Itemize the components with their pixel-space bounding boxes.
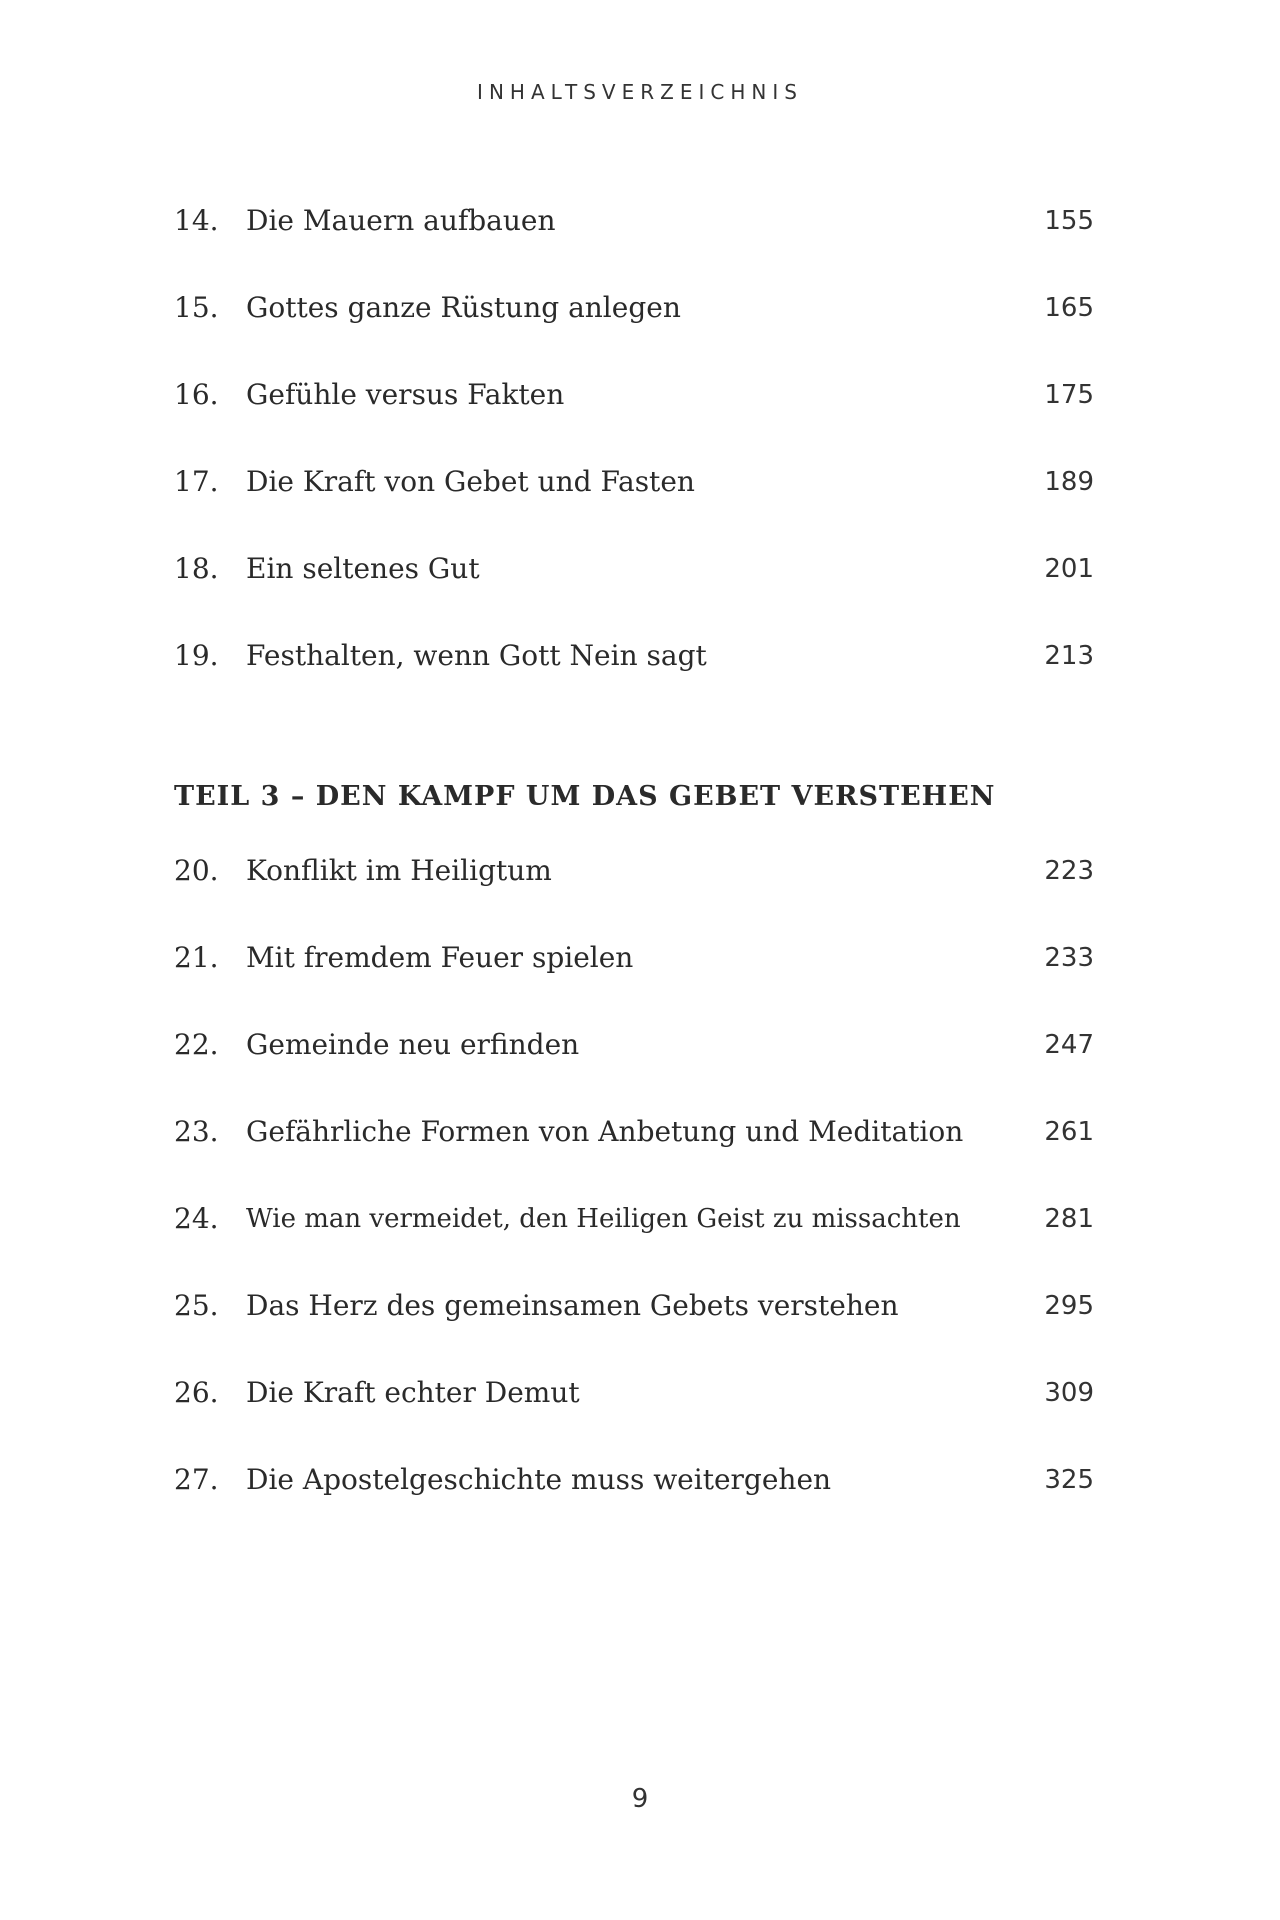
toc-entry-page: 201 <box>1044 554 1094 584</box>
toc-entry-title: Konflikt im Heiligtum <box>246 854 552 887</box>
toc-entry-number: 21. <box>174 941 219 974</box>
toc-entry-title: Gefühle versus Fakten <box>246 378 565 411</box>
toc-entry <box>174 1199 1094 1239</box>
toc-entry <box>174 462 1094 502</box>
toc-entry <box>174 288 1094 328</box>
toc-entry-page: 213 <box>1044 641 1094 671</box>
toc-entry-title: Die Apostelgeschichte muss weitergehen <box>246 1463 832 1496</box>
toc-entry-page: 223 <box>1044 856 1094 886</box>
toc-entry-number: 24. <box>174 1202 219 1235</box>
toc-entry-title: Ein seltenes Gut <box>246 552 480 585</box>
toc-entry-number: 26. <box>174 1376 219 1409</box>
toc-entry-number: 22. <box>174 1028 219 1061</box>
toc-entry-page: 295 <box>1044 1291 1094 1321</box>
toc-entry-page: 189 <box>1044 467 1094 497</box>
toc-entry-page: 155 <box>1044 206 1094 236</box>
toc-entry <box>174 375 1094 415</box>
toc-entry <box>174 1112 1094 1152</box>
toc-entry-page: 165 <box>1044 293 1094 323</box>
toc-entry-page: 325 <box>1044 1465 1094 1495</box>
toc-entry <box>174 851 1094 891</box>
toc-entry-number: 14. <box>174 204 219 237</box>
toc-entry-page: 233 <box>1044 943 1094 973</box>
toc-entry-title: Gottes ganze Rüstung anlegen <box>246 291 681 324</box>
toc-entry-page: 175 <box>1044 380 1094 410</box>
toc-entry-title: Die Mauern aufbauen <box>246 204 556 237</box>
toc-entry <box>174 549 1094 589</box>
page-number: 9 <box>631 1784 649 1814</box>
running-head: INHALTSVERZEICHNIS <box>477 80 803 104</box>
toc-entry-title: Festhalten, wenn Gott Nein sagt <box>246 639 707 672</box>
toc-entry-page: 309 <box>1044 1378 1094 1408</box>
toc-entry-title: Wie man vermeidet, den Heiligen Geist zu missachten <box>246 1204 961 1234</box>
toc-entry-number: 19. <box>174 639 219 672</box>
toc-entry-title: Mit fremdem Feuer spielen <box>246 941 634 974</box>
toc-entry-number: 16. <box>174 378 219 411</box>
toc-entry-title: Gemeinde neu erfinden <box>246 1028 580 1061</box>
toc-entry-number: 25. <box>174 1289 219 1322</box>
toc-entry <box>174 1460 1094 1500</box>
toc-entry-page: 281 <box>1044 1204 1094 1234</box>
toc-entry-number: 15. <box>174 291 219 324</box>
toc-entry-number: 23. <box>174 1115 219 1148</box>
toc-entry-page: 261 <box>1044 1117 1094 1147</box>
toc-entry-number: 17. <box>174 465 219 498</box>
toc-entry <box>174 1373 1094 1413</box>
toc-entry <box>174 201 1094 241</box>
toc-entry-page: 247 <box>1044 1030 1094 1060</box>
toc-entry <box>174 1286 1094 1326</box>
toc-entry-title: Die Kraft von Gebet und Fasten <box>246 465 695 498</box>
toc-entry-title: Die Kraft echter Demut <box>246 1376 580 1409</box>
toc-entry <box>174 938 1094 978</box>
toc-entry-number: 18. <box>174 552 219 585</box>
toc-entry-number: 27. <box>174 1463 219 1496</box>
section-heading: TEIL 3 – DEN KAMPF UM DAS GEBET VERSTEHEN <box>174 781 996 812</box>
toc-entry-number: 20. <box>174 854 219 887</box>
toc-entry <box>174 1025 1094 1065</box>
toc-entry-title: Gefährliche Formen von Anbetung und Meditation <box>246 1115 964 1148</box>
toc-entry <box>174 636 1094 676</box>
toc-entry-title: Das Herz des gemeinsamen Gebets verstehen <box>246 1289 899 1322</box>
